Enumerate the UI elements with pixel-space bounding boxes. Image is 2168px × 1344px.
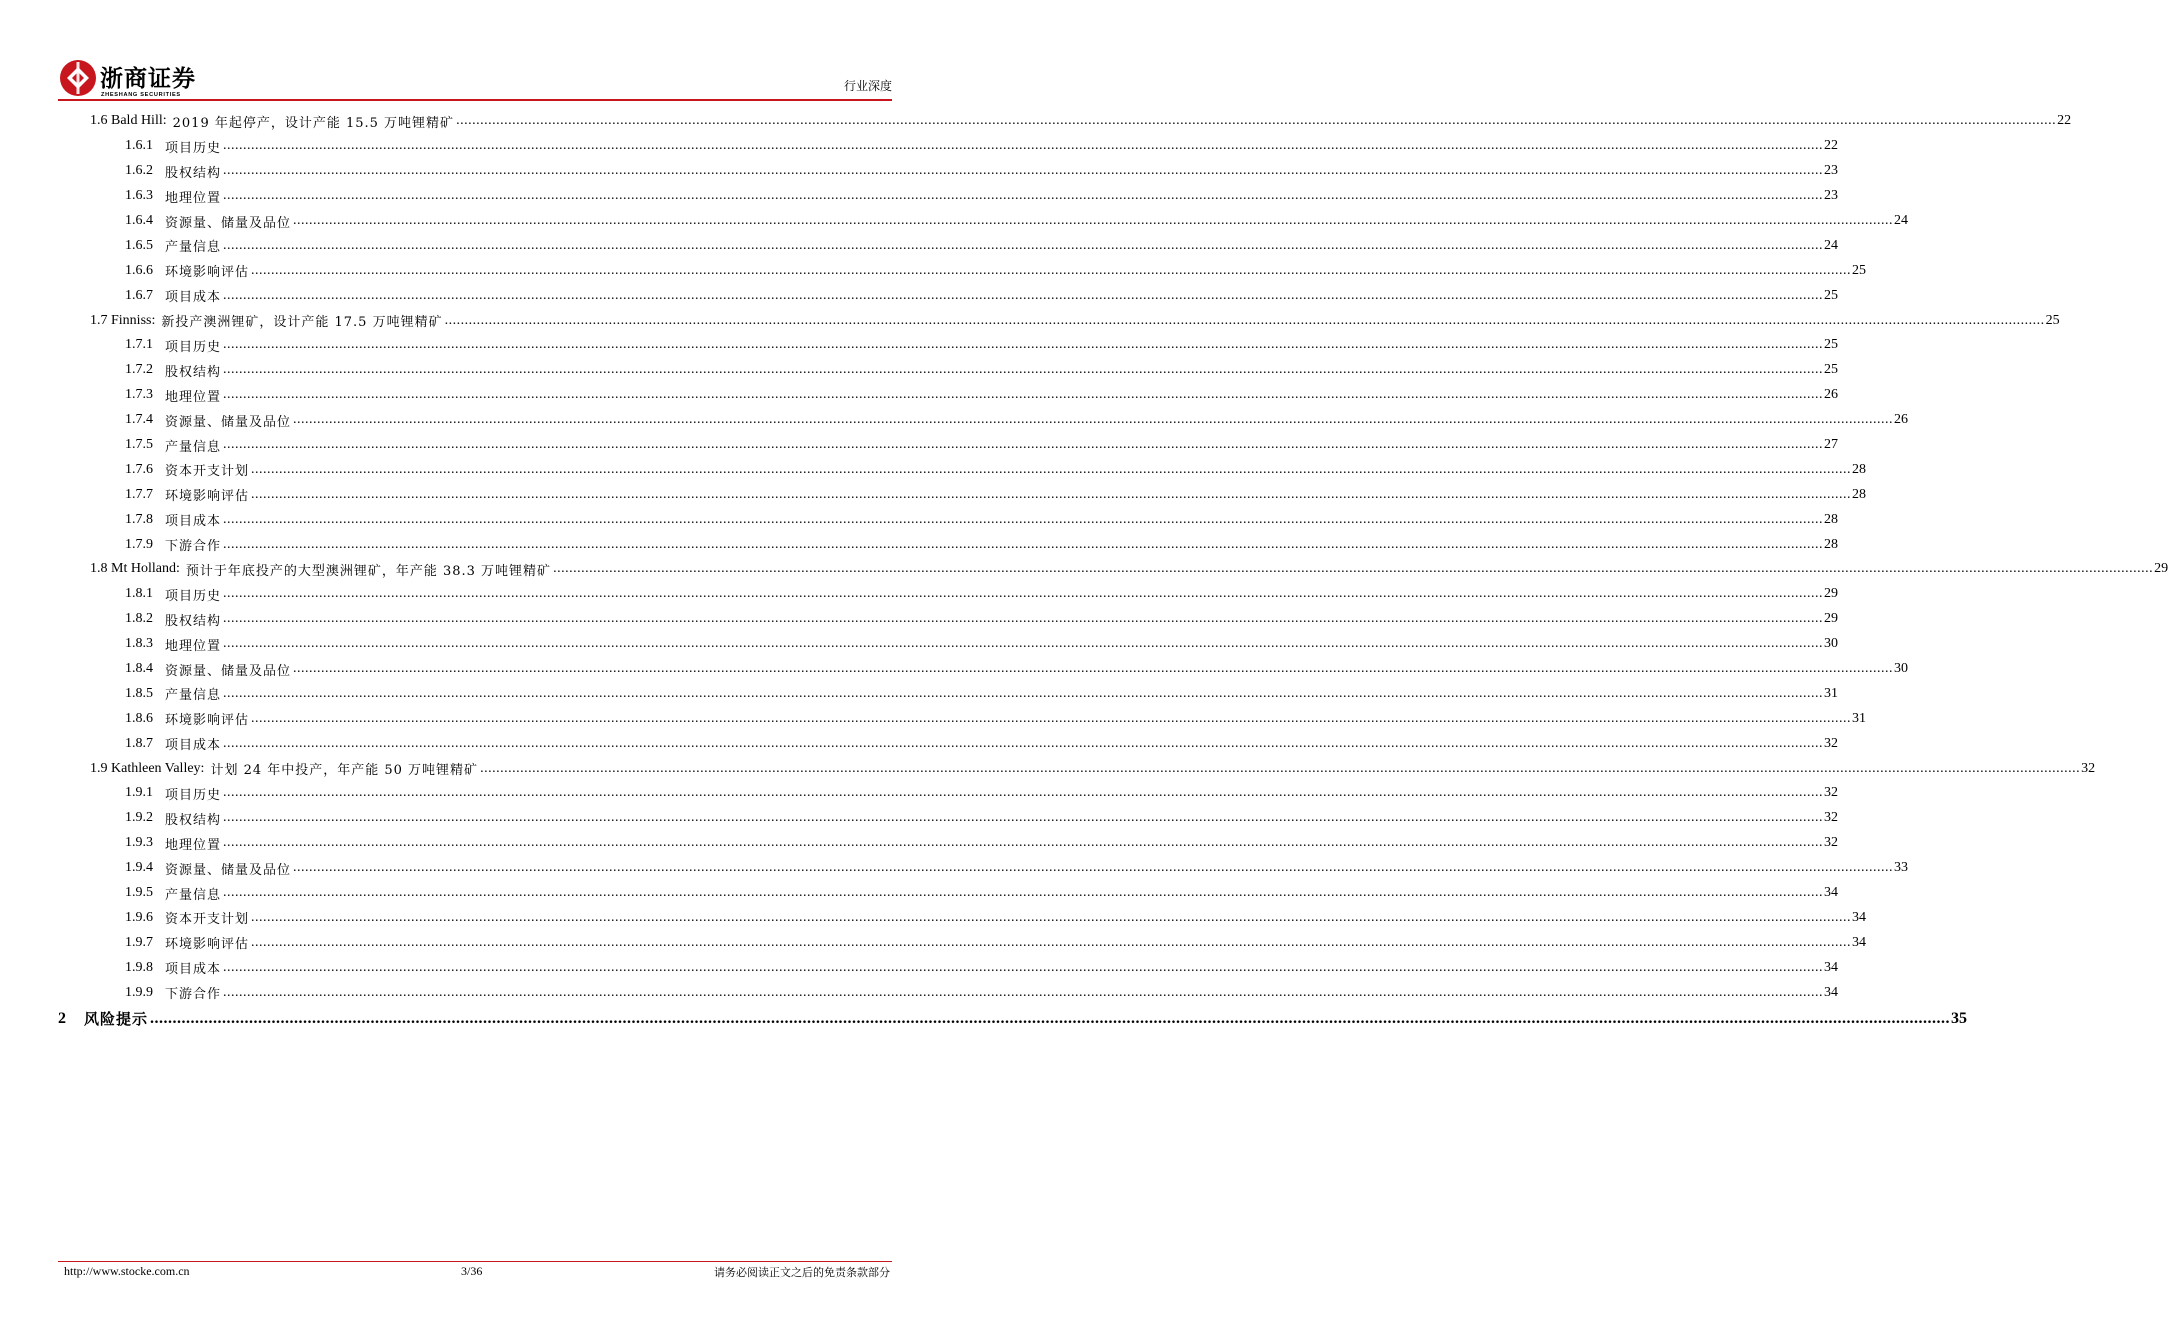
toc-entry-number: 1.9.9 (125, 984, 153, 1000)
toc-entry-number: 1.6.7 (125, 287, 153, 303)
toc-entry[interactable] (58, 806, 1839, 831)
toc-entry-number: 1.7.5 (125, 437, 153, 453)
footer-disclaimer: 请务必阅读正文之后的免责条款部分 (714, 1266, 890, 1279)
toc-entry-page: 23 (1824, 188, 1839, 204)
toc-entry-number: 1.6.3 (125, 188, 153, 204)
toc-entry[interactable] (58, 657, 1909, 682)
toc-entry-number: 1.9.3 (125, 835, 153, 851)
toc-entry-title: 项目成本 (165, 962, 222, 978)
toc-entry-number: 1.7.1 (125, 337, 153, 353)
toc-dot-leader: ................................................................................................................................................................................................................................................................................................................................................................................................................ (223, 337, 1824, 353)
toc-entry-number: 1.6.5 (125, 237, 153, 253)
toc-entry[interactable] (58, 457, 1867, 482)
header-divider (58, 99, 892, 101)
toc-dot-leader: ................................................................................................................................................................................................................................................................................................................................................................................................................ (223, 511, 1824, 527)
toc-dot-leader: ................................................................................................................................................................................................................................................................................................................................................................................................................ (223, 188, 1824, 204)
toc-entry-title: 股权结构 (165, 812, 222, 828)
toc-entry-page: 25 (1824, 362, 1839, 378)
toc-entry-page: 24 (1824, 237, 1839, 253)
toc-entry[interactable] (58, 433, 1839, 458)
toc-entry[interactable] (58, 333, 1839, 358)
toc-entry-number: 1.8.5 (125, 685, 153, 701)
toc-entry-page: 31 (1824, 685, 1839, 701)
toc-dot-leader: ................................................................................................................................................................................................................................................................................................................................................................................................................ (553, 561, 2154, 577)
toc-dot-leader: ................................................................................................................................................................................................................................................................................................................................................................................................................ (444, 312, 2045, 328)
toc-entry-title: 股权结构 (165, 165, 222, 181)
toc-entry-number: 1.9.7 (125, 934, 153, 950)
toc-entry[interactable] (58, 209, 1909, 234)
toc-entry-page: 25 (2045, 312, 2060, 328)
toc-entry-page: 24 (1894, 213, 1909, 228)
toc-dot-leader: ................................................................................................................................................................................................................................................................................................................................................................................................................ (251, 909, 1852, 925)
toc-entry-title: 产量信息 (165, 439, 222, 455)
toc-dot-leader: ................................................................................................................................................................................................................................................................................................................................................................................................................ (251, 262, 1852, 278)
toc-entry-title: 产量信息 (165, 688, 222, 704)
toc-dot-leader: ................................................................................................................................................................................................................................................................................................................................................................................................................ (480, 760, 2081, 776)
toc-entry-number: 1.8.7 (125, 735, 153, 751)
toc-entry[interactable] (58, 980, 1839, 1005)
document-type-label: 行业深度 (843, 79, 892, 93)
toc-entry[interactable] (58, 632, 1839, 657)
toc-entry[interactable] (58, 955, 1839, 980)
toc-entry-page: 26 (1824, 387, 1839, 403)
toc-entry-page: 34 (1852, 934, 1867, 950)
toc-entry-title: 股权结构 (165, 613, 222, 629)
toc-entry[interactable] (58, 1005, 1968, 1032)
toc-entry-number: 1.7 Finniss: (90, 312, 156, 328)
toc-entry[interactable] (58, 706, 1867, 731)
toc-entry-page: 25 (1824, 337, 1839, 353)
toc-entry-number: 1.8.4 (125, 661, 153, 677)
toc-entry-page: 26 (1894, 412, 1909, 428)
toc-entry-page: 25 (1852, 262, 1867, 278)
toc-entry-title: 2019 年起停产，设计产能 15.5 万吨锂精矿 (172, 115, 455, 131)
toc-entry[interactable] (58, 582, 1839, 607)
toc-entry-title: 风险提示 (84, 1010, 149, 1029)
toc-entry-title: 项目成本 (165, 514, 222, 530)
toc-entry-title: 产量信息 (165, 240, 222, 256)
logo-text-cn: 浙商证券 (100, 66, 196, 92)
toc-entry[interactable] (58, 906, 1867, 931)
toc-entry-title: 资源量、储量及品位 (165, 414, 292, 430)
toc-dot-leader: ................................................................................................................................................................................................................................................................................................................................................................................................................ (150, 1009, 1951, 1027)
toc-entry-number: 1.7.7 (125, 486, 153, 502)
toc-dot-leader: ................................................................................................................................................................................................................................................................................................................................................................................................................ (251, 486, 1852, 502)
toc-dot-leader: ................................................................................................................................................................................................................................................................................................................................................................................................................ (223, 287, 1824, 303)
toc-entry-title: 资源量、储量及品位 (165, 862, 292, 878)
toc-entry-title: 资源量、储量及品位 (165, 215, 292, 231)
toc-entry-title: 地理位置 (165, 190, 222, 206)
toc-entry-page: 34 (1824, 984, 1839, 1000)
toc-dot-leader: ................................................................................................................................................................................................................................................................................................................................................................................................................ (223, 835, 1824, 851)
toc-entry-page: 28 (1852, 486, 1867, 502)
toc-entry-title: 环境影响评估 (165, 265, 250, 281)
toc-entry-number: 1.7.4 (125, 412, 153, 428)
toc-dot-leader: ................................................................................................................................................................................................................................................................................................................................................................................................................ (223, 735, 1824, 751)
toc-entry-title: 新投产澳洲锂矿，设计产能 17.5 万吨锂精矿 (161, 315, 443, 331)
toc-entry-title: 下游合作 (165, 987, 222, 1003)
toc-entry[interactable] (58, 681, 1839, 706)
toc-dot-leader: ................................................................................................................................................................................................................................................................................................................................................................................................................ (223, 611, 1824, 627)
toc-dot-leader: ................................................................................................................................................................................................................................................................................................................................................................................................................ (456, 113, 2057, 129)
page-header (58, 58, 892, 102)
toc-entry-page: 28 (1824, 536, 1839, 552)
toc-entry-title: 项目历史 (165, 787, 222, 803)
toc-entry-number: 1.7.9 (125, 536, 153, 552)
toc-entry-title: 项目历史 (165, 140, 222, 156)
toc-entry-page: 32 (1824, 810, 1839, 826)
toc-entry-title: 环境影响评估 (165, 713, 250, 729)
toc-entry-title: 项目成本 (165, 290, 222, 306)
toc-dot-leader: ................................................................................................................................................................................................................................................................................................................................................................................................................ (223, 362, 1824, 378)
toc-entry-title: 资本开支计划 (165, 464, 250, 480)
toc-dot-leader: ................................................................................................................................................................................................................................................................................................................................................................................................................ (223, 387, 1824, 403)
toc-entry-page: 29 (1824, 586, 1839, 602)
toc-entry-title: 环境影响评估 (165, 937, 250, 953)
page-number: 3/36 (461, 1264, 483, 1278)
toc-dot-leader: ................................................................................................................................................................................................................................................................................................................................................................................................................ (223, 536, 1824, 552)
toc-entry-number: 1.9.2 (125, 810, 153, 826)
toc-entry-page: 22 (2057, 113, 2072, 129)
toc-dot-leader: ................................................................................................................................................................................................................................................................................................................................................................................................................ (223, 885, 1824, 901)
toc-entry[interactable] (58, 756, 2096, 781)
toc-dot-leader: ................................................................................................................................................................................................................................................................................................................................................................................................................ (223, 163, 1824, 179)
toc-entry[interactable] (58, 184, 1839, 209)
toc-entry-number: 1.8.6 (125, 710, 153, 726)
toc-entry-number: 1.9.6 (125, 909, 153, 925)
toc-entry-number: 1.7.8 (125, 511, 153, 527)
toc-entry[interactable] (58, 358, 1839, 383)
footer-url-link[interactable]: http://www.stocke.com.cn (64, 1264, 190, 1278)
toc-dot-leader: ................................................................................................................................................................................................................................................................................................................................................................................................................ (223, 984, 1824, 1000)
toc-dot-leader: ................................................................................................................................................................................................................................................................................................................................................................................................................ (223, 237, 1824, 253)
toc-dot-leader: ................................................................................................................................................................................................................................................................................................................................................................................................................ (223, 810, 1824, 826)
toc-entry-page: 29 (1824, 611, 1839, 627)
toc-entry[interactable] (58, 930, 1867, 955)
toc-entry-title: 项目成本 (165, 738, 222, 754)
toc-entry-number: 1.9.5 (125, 885, 153, 901)
toc-entry[interactable] (58, 109, 2072, 134)
toc-entry-title: 资源量、储量及品位 (165, 663, 292, 679)
toc-entry[interactable] (58, 507, 1839, 532)
toc-dot-leader: ................................................................................................................................................................................................................................................................................................................................................................................................................ (293, 661, 1894, 677)
toc-entry-title: 地理位置 (165, 389, 222, 405)
toc-entry-number: 1.8.3 (125, 636, 153, 652)
toc-entry-number: 1.7.3 (125, 387, 153, 403)
toc-entry-title: 地理位置 (165, 638, 222, 654)
toc-entry[interactable] (58, 532, 1839, 557)
toc-entry-number: 1.7.2 (125, 362, 153, 378)
toc-entry[interactable] (58, 134, 1839, 159)
toc-entry[interactable] (58, 408, 1909, 433)
toc-entry-title: 下游合作 (165, 539, 222, 555)
toc-entry-number: 1.6.2 (125, 163, 153, 179)
toc-entry-number: 1.9.8 (125, 959, 153, 975)
footer-divider (58, 1261, 892, 1262)
logo-text-en: ZHESHANG SECURITIES (101, 92, 181, 98)
toc-entry[interactable] (58, 283, 1839, 308)
toc-entry-number: 1.9.4 (125, 860, 153, 876)
toc-dot-leader: ................................................................................................................................................................................................................................................................................................................................................................................................................ (251, 710, 1852, 726)
toc-entry-page: 33 (1894, 860, 1909, 876)
toc-entry-number: 1.6.6 (125, 262, 153, 278)
toc-entry-page: 29 (2154, 561, 2168, 577)
toc-entry-number: 1.8.2 (125, 611, 153, 627)
toc-entry-number: 1.9 Kathleen Valley: (90, 760, 205, 776)
toc-entry-title: 股权结构 (165, 364, 222, 380)
toc-dot-leader: ................................................................................................................................................................................................................................................................................................................................................................................................................ (251, 461, 1852, 477)
toc-entry-page: 25 (1824, 287, 1839, 303)
toc-entry[interactable] (58, 607, 1839, 632)
toc-entry-title: 计划 24 年中投产，年产能 50 万吨锂精矿 (210, 763, 479, 779)
toc-entry-page: 32 (1824, 735, 1839, 751)
toc-dot-leader: ................................................................................................................................................................................................................................................................................................................................................................................................................ (223, 437, 1824, 453)
toc-entry[interactable] (58, 233, 1839, 258)
toc-entry[interactable] (58, 557, 2168, 582)
toc-entry-number: 1.7.6 (125, 461, 153, 477)
toc-entry-page: 34 (1852, 909, 1867, 925)
toc-entry-title: 预计于年底投产的大型澳洲锂矿，年产能 38.3 万吨锂精矿 (185, 563, 552, 579)
toc-entry-number: 1.6.4 (125, 213, 153, 228)
toc-entry-page: 31 (1852, 710, 1867, 726)
toc-entry-page: 28 (1824, 511, 1839, 527)
toc-entry-number: 1.8.1 (125, 586, 153, 602)
toc-dot-leader: ................................................................................................................................................................................................................................................................................................................................................................................................................ (223, 586, 1824, 602)
toc-entry-page: 30 (1894, 661, 1909, 677)
toc-entry-title: 项目历史 (165, 339, 222, 355)
toc-entry-page: 22 (1824, 138, 1839, 154)
toc-entry[interactable] (58, 881, 1839, 906)
toc-entry[interactable] (58, 781, 1839, 806)
toc-entry[interactable] (58, 258, 1867, 283)
toc-dot-leader: ................................................................................................................................................................................................................................................................................................................................................................................................................ (223, 959, 1824, 975)
toc-entry-title: 资本开支计划 (165, 912, 250, 928)
toc-entry-number: 1.6 Bald Hill: (90, 113, 167, 129)
toc-dot-leader: ................................................................................................................................................................................................................................................................................................................................................................................................................ (223, 785, 1824, 801)
toc-entry-number: 1.8 Mt Holland: (90, 561, 180, 577)
toc-dot-leader: ................................................................................................................................................................................................................................................................................................................................................................................................................ (223, 138, 1824, 154)
toc-entry-number: 1.9.1 (125, 785, 153, 801)
toc-entry-title: 地理位置 (165, 837, 222, 853)
toc-entry-page: 35 (1951, 1009, 1968, 1027)
toc-entry-page: 28 (1852, 461, 1867, 477)
toc-entry[interactable] (58, 482, 1867, 507)
toc-dot-leader: ................................................................................................................................................................................................................................................................................................................................................................................................................ (251, 934, 1852, 950)
toc-entry[interactable] (58, 831, 1839, 856)
toc-entry-title: 产量信息 (165, 887, 222, 903)
toc-dot-leader: ................................................................................................................................................................................................................................................................................................................................................................................................................ (293, 412, 1894, 428)
table-of-contents (58, 109, 2168, 1032)
toc-entry-title: 环境影响评估 (165, 489, 250, 505)
toc-entry[interactable] (58, 856, 1909, 881)
toc-entry-number: 2 (58, 1009, 66, 1027)
toc-entry-page: 32 (1824, 785, 1839, 801)
toc-entry-title: 项目历史 (165, 588, 222, 604)
toc-entry[interactable] (58, 383, 1839, 408)
toc-entry[interactable] (58, 159, 1839, 184)
toc-dot-leader: ................................................................................................................................................................................................................................................................................................................................................................................................................ (223, 685, 1824, 701)
toc-dot-leader: ................................................................................................................................................................................................................................................................................................................................................................................................................ (223, 636, 1824, 652)
toc-entry-page: 23 (1824, 163, 1839, 179)
toc-entry-number: 1.6.1 (125, 138, 153, 154)
toc-entry-page: 32 (1824, 835, 1839, 851)
toc-entry-page: 34 (1824, 885, 1839, 901)
toc-dot-leader: ................................................................................................................................................................................................................................................................................................................................................................................................................ (293, 860, 1894, 876)
toc-entry-page: 27 (1824, 437, 1839, 453)
zheshang-logo-icon (58, 58, 98, 98)
toc-dot-leader: ................................................................................................................................................................................................................................................................................................................................................................................................................ (293, 213, 1894, 228)
toc-entry-page: 34 (1824, 959, 1839, 975)
toc-entry-page: 32 (2081, 760, 2096, 776)
page-footer (64, 1264, 890, 1282)
toc-entry[interactable] (58, 731, 1839, 756)
toc-entry[interactable] (58, 308, 2060, 333)
toc-entry-page: 30 (1824, 636, 1839, 652)
